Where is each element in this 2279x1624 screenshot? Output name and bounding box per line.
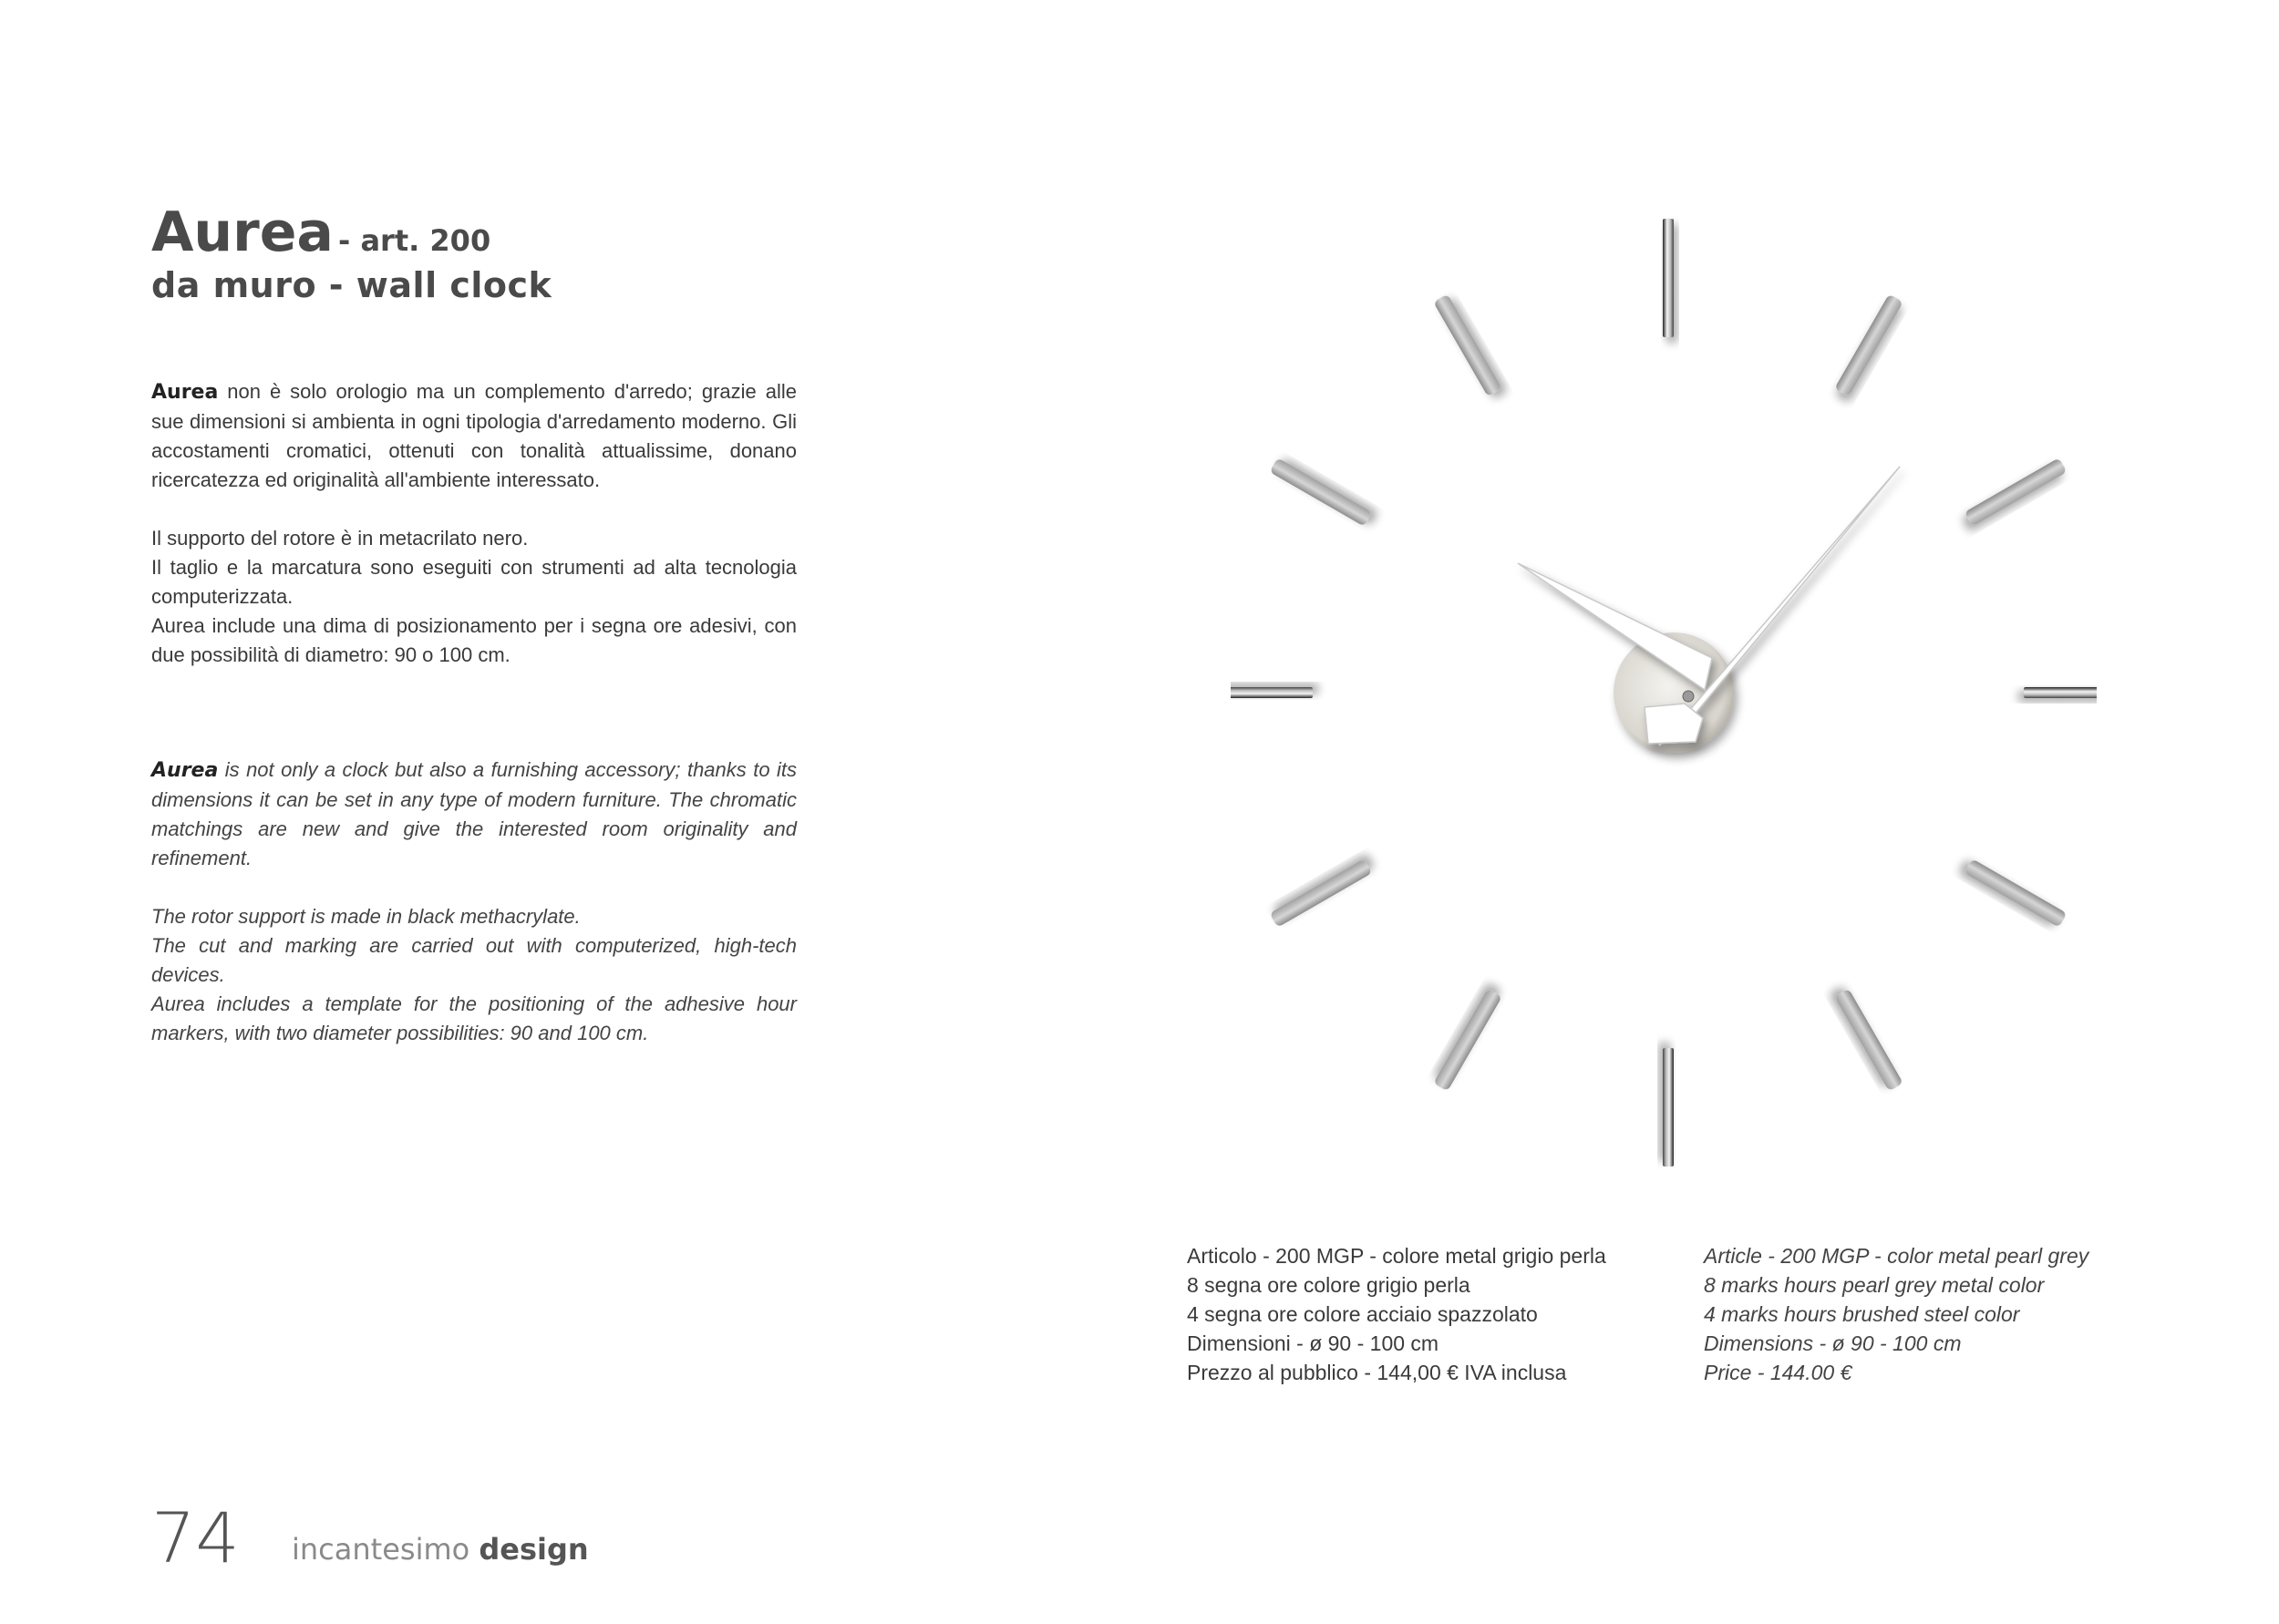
spec-line: 8 segna ore colore grigio perla — [1187, 1273, 1470, 1297]
spec-line: 4 segna ore colore acciaio spazzolato — [1187, 1302, 1538, 1326]
article-number: - art. 200 — [338, 223, 491, 258]
hour-marker-9 — [1231, 687, 1313, 698]
specs-english — [1704, 1241, 2088, 1387]
specs-italian — [1187, 1241, 1606, 1387]
brand-light-text: incantesimo — [292, 1532, 470, 1567]
hour-marker-11 — [1433, 293, 1502, 396]
hour-marker-10 — [1269, 457, 1372, 527]
hour-marker-12 — [1663, 219, 1674, 337]
hour-marker-6 — [1663, 1048, 1674, 1167]
spec-line: Dimensioni - ø 90 - 100 cm — [1187, 1331, 1439, 1355]
spec-line: Dimensions - ø 90 - 100 cm — [1704, 1331, 1962, 1355]
product-title: Aurea — [151, 200, 334, 264]
hour-marker-2 — [1964, 457, 2068, 527]
hour-marker-4 — [1964, 858, 2068, 928]
wall-clock-image — [1231, 210, 2097, 1194]
hour-marker-8 — [1269, 858, 1372, 928]
hour-marker-1 — [1834, 293, 1903, 396]
italian-intro-text: non è solo orologio ma un complemento d'arredo; grazie alle sue dimensioni si ambienta in ogni tipologia d'arredamento moderno. Gli accostamenti cromatici, ottenuti con tonalità attualissime, donano ricercatezza ed originalità all'ambiente interessato. — [151, 380, 797, 491]
italian-brand-name: Aurea — [151, 381, 219, 404]
italian-line-template: Aurea include una dima di posizionamento per i segna ore adesivi, con due possibilità di diametro: 90 o 100 cm. — [151, 614, 797, 666]
english-intro-text: is not only a clock but also a furnishing accessory; thanks to its dimensions it can be set in any type of modern furniture. The chromatic matchings are new and give the interested room originality and refinement. — [151, 758, 797, 869]
hour-marker-7 — [1433, 989, 1502, 1092]
hour-marker-3 — [2024, 687, 2097, 698]
spec-line: 4 marks hours brushed steel color — [1704, 1302, 2020, 1326]
spec-line: Price - 144.00 € — [1704, 1361, 1852, 1384]
center-pin — [1683, 691, 1694, 702]
page-number: 74 — [151, 1497, 240, 1578]
english-brand-name: Aurea — [151, 759, 219, 782]
brand-footer — [292, 1532, 589, 1567]
spec-line: Article - 200 MGP - color metal pearl grey — [1704, 1244, 2089, 1268]
english-description — [151, 755, 797, 1048]
spec-line: Prezzo al pubblico - 144,00 € IVA inclusa — [1187, 1361, 1567, 1384]
italian-line-cut: Il taglio e la marcatura sono eseguiti con strumenti ad alta tecnologia computerizzata. — [151, 556, 797, 608]
brand-bold-text: design — [479, 1532, 589, 1567]
hour-hand — [1518, 563, 1712, 690]
italian-paragraph — [151, 377, 797, 495]
spec-line: Articolo - 200 MGP - colore metal grigio perla — [1187, 1244, 1606, 1268]
italian-line-rotor: Il supporto del rotore è in metacrilato nero. — [151, 527, 529, 550]
italian-description — [151, 377, 797, 670]
title-block — [151, 200, 552, 305]
english-line-rotor: The rotor support is made in black methacrylate. — [151, 905, 581, 928]
english-line-template: Aurea includes a template for the positioning of the adhesive hour markers, with two diameter possibilities: 90 and 100 cm. — [151, 992, 797, 1044]
hour-marker-5 — [1834, 989, 1903, 1092]
english-paragraph — [151, 755, 797, 873]
english-line-cut: The cut and marking are carried out with computerized, high-tech devices. — [151, 934, 797, 986]
spec-line: 8 marks hours pearl grey metal color — [1704, 1273, 2045, 1297]
product-subtitle: da muro - wall clock — [151, 265, 552, 305]
minute-hand — [1659, 467, 1900, 745]
